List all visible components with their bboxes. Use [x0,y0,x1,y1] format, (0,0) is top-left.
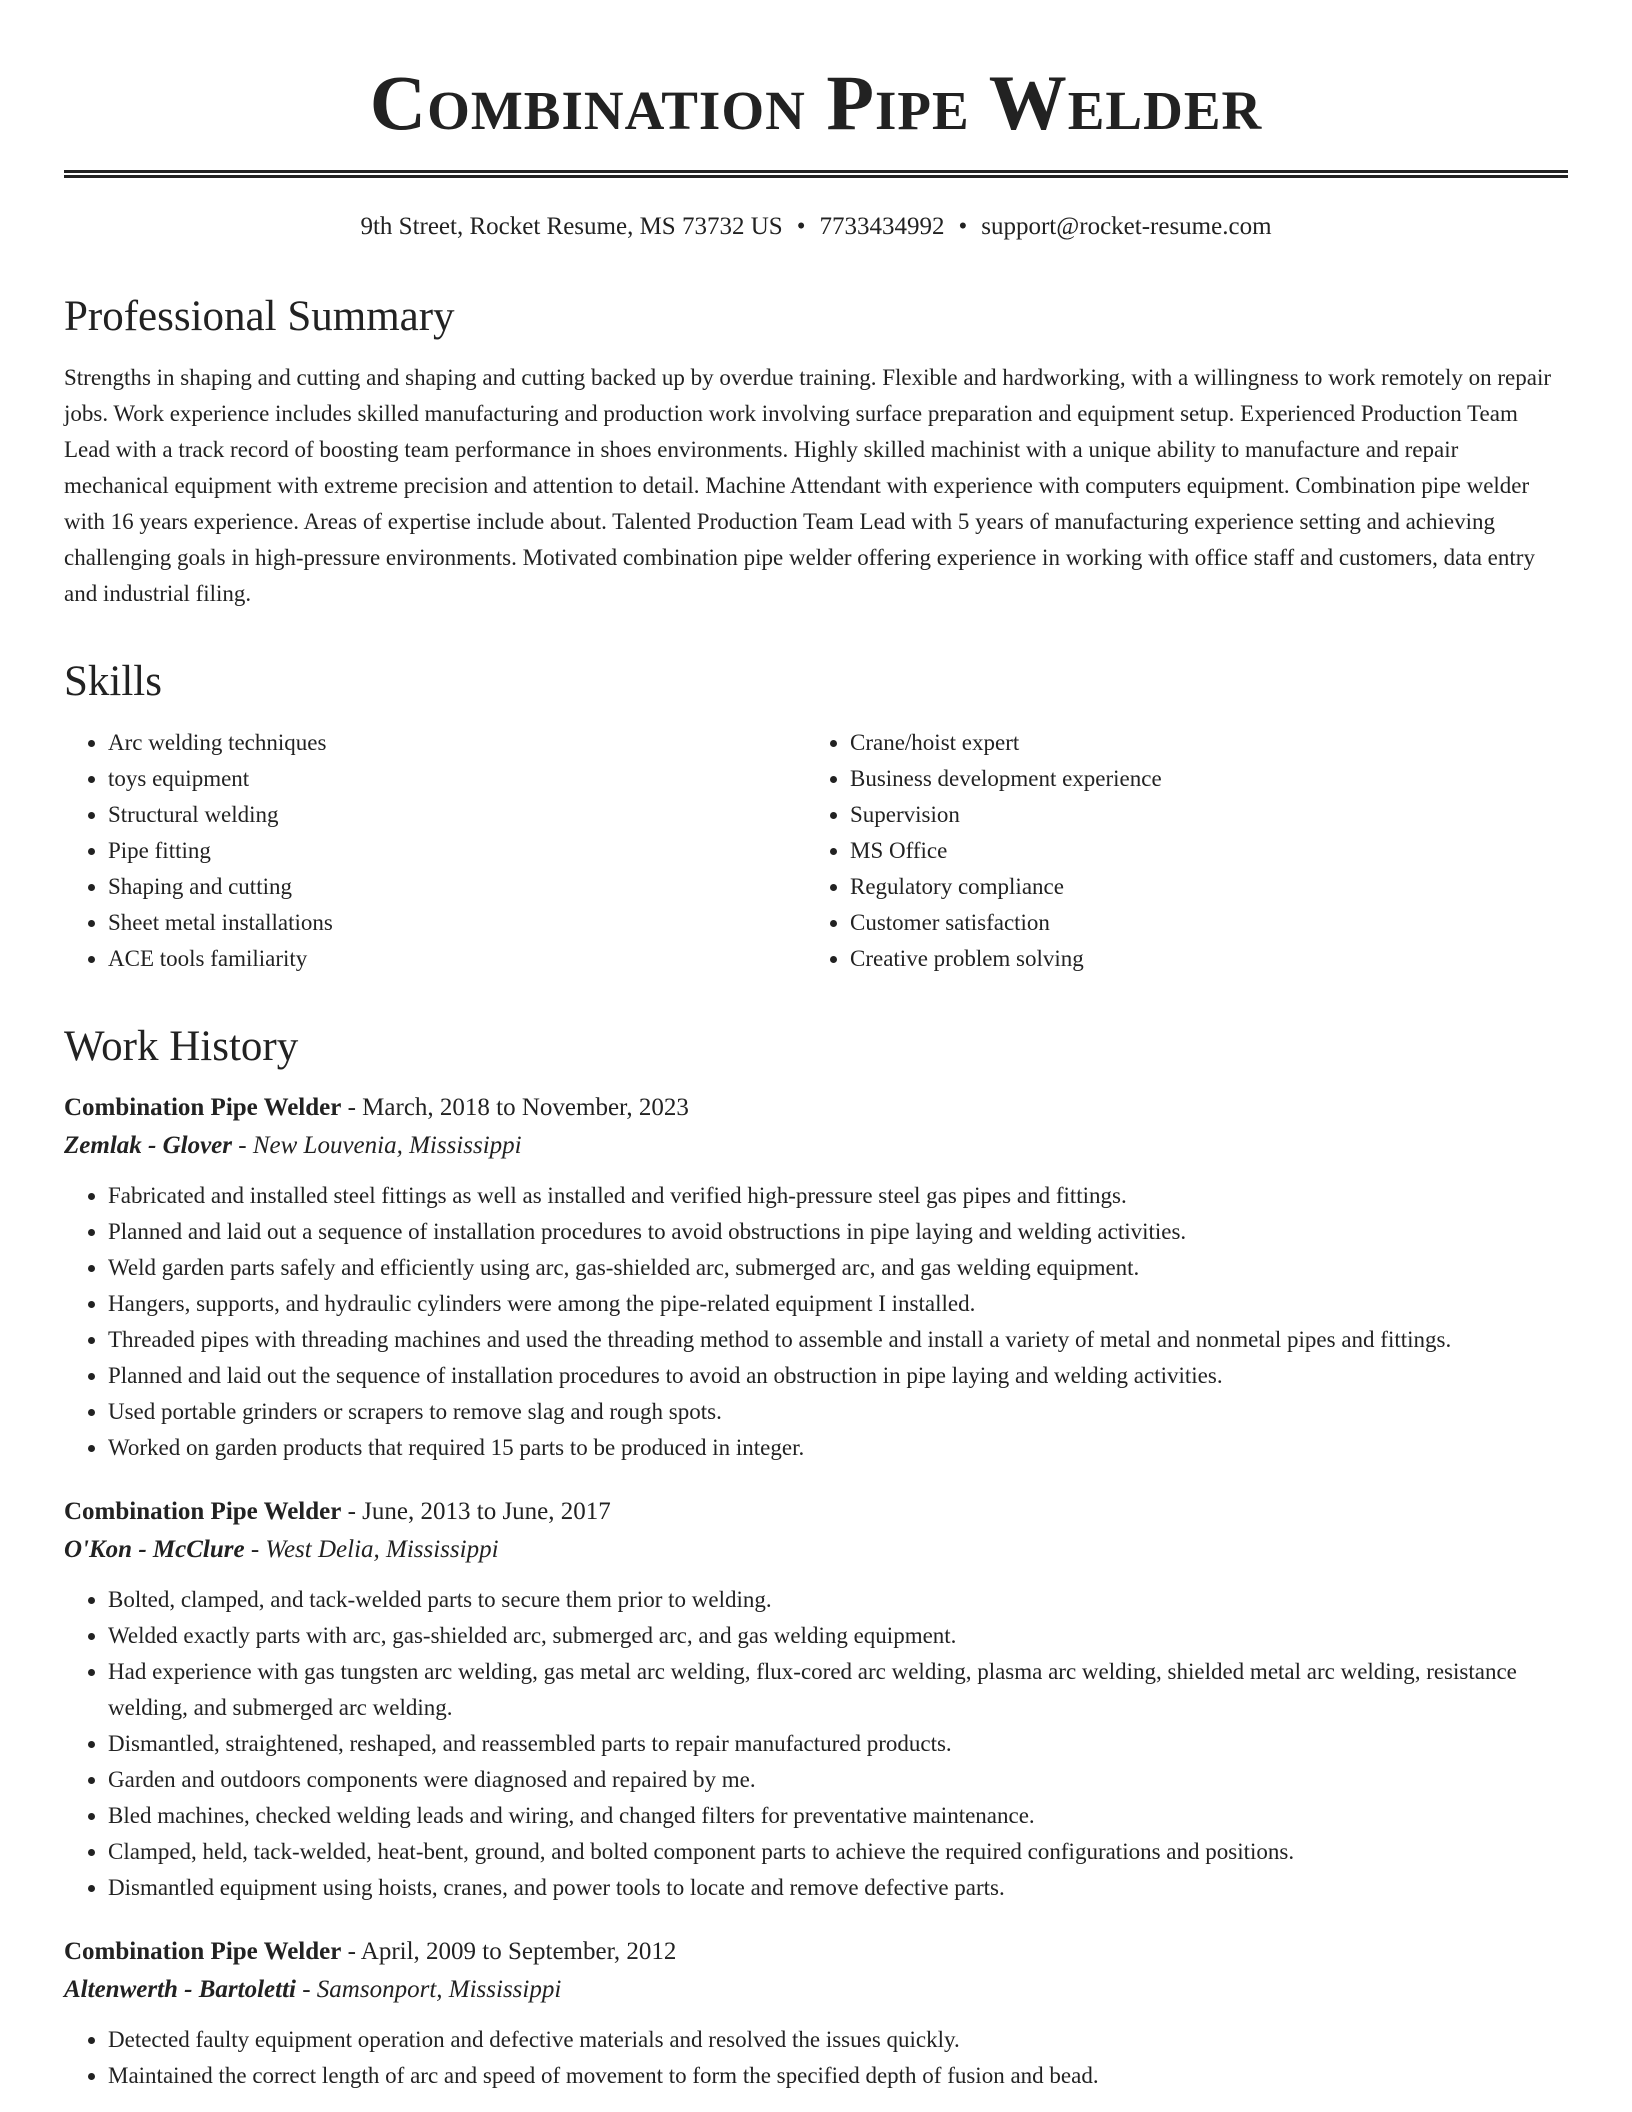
job-company: Zemlak - Glover [64,1132,233,1159]
skills-heading: Skills [64,658,162,705]
work-history-heading: Work History [64,1023,299,1070]
duty-item: • Planned and laid out a sequence of installation procedures to avoid obstructions in pipe laying and welding activities. [108,1214,1568,1250]
title-double-rule [64,170,1568,178]
skill-item: • Pipe fitting [108,833,806,869]
job-role: Combination Pipe Welder [64,1498,342,1525]
skill-item: • Arc welding techniques [108,725,806,761]
duty-item: • Maintained the correct length of arc and speed of movement to form the specified depth of fusion and bead. [108,2058,1568,2094]
skill-item: • Customer satisfaction [850,905,1548,941]
contact-phone: 7733434992 [819,213,945,240]
summary-heading: Professional Summary [64,293,455,340]
skills-column-right [806,725,1548,977]
duty-item: • Threaded pipes with threading machines and used the threading method to assemble and install a variety of metal and nonmetal pipes and fittings. [108,1322,1568,1358]
job-location: - New Louvenia, Mississippi [232,1132,522,1159]
skill-item: • Supervision [850,797,1548,833]
duty-item: • Dismantled equipment using hoists, cranes, and power tools to locate and remove defective parts. [108,1870,1568,1906]
duty-item: • Bolted, clamped, and tack-welded parts to secure them prior to welding. [108,1582,1568,1618]
skill-item: • ACE tools familiarity [108,941,806,977]
duty-item: • Clamped, held, tack-welded, heat-bent, ground, and bolted component parts to achieve the required configurations and positions. [108,1834,1568,1870]
job-title-line [64,1934,1568,1970]
job-location: - Samsonport, Mississippi [295,1976,562,2003]
duty-item: • Bled machines, checked welding leads and wiring, and changed filters for preventative maintenance. [108,1798,1568,1834]
contact-email: support@rocket-resume.com [981,213,1272,240]
duty-item: • Hangers, supports, and hydraulic cylinders were among the pipe-related equipment I installed. [108,1286,1568,1322]
job-entry [64,1090,1568,1466]
job-company-line [64,1532,1568,1568]
duty-item: • Used portable grinders or scrapers to remove slag and rough spots. [108,1394,1568,1430]
skill-item: • toys equipment [108,761,806,797]
job-location: - West Delia, Mississippi [244,1536,499,1563]
contact-separator: • [958,213,968,240]
job-company: O'Kon - McClure [64,1536,245,1563]
skills-column-left [64,725,806,977]
skill-item: • Shaping and cutting [108,869,806,905]
duty-item: • Planned and laid out the sequence of installation procedures to avoid an obstruction in pipe laying and welding activities. [108,1358,1568,1394]
duty-item: • Dismantled, straightened, reshaped, and reassembled parts to repair manufactured products. [108,1726,1568,1762]
job-company-line [64,1972,1568,2008]
contact-separator: • [796,213,806,240]
skill-item: • Business development experience [850,761,1548,797]
job-entry [64,1494,1568,1906]
job-duties [64,1582,1568,1906]
duty-item: • Welded exactly parts with arc, gas-shielded arc, submerged arc, and gas welding equipment. [108,1618,1568,1654]
job-role: Combination Pipe Welder [64,1094,342,1121]
skill-item: • MS Office [850,833,1548,869]
summary-text: Strengths in shaping and cutting and shaping and cutting backed up by overdue training. Flexible and hardworking, with a willingness to work remotely on repair jobs. Work experience includes skilled manufacturing and production work involving surface preparation and equipment setup. Experienced Production Team Lead with a track record of boosting team performance in shoes environments. Highly skilled machinist with a unique ability to manufacture and repair mechanical equipment with extreme precision and attention to detail. Machine Attendant with experience with computers equipment. Combination pipe welder with 16 years experience. Areas of expertise include about. Talented Production Team Lead with 5 years of manufacturing experience setting and achieving challenging goals in high-pressure environments. Motivated combination pipe welder offering experience in working with office staff and customers, data entry and industrial filing. [64,365,1552,606]
skill-item: • Regulatory compliance [850,869,1548,905]
duty-item: • Garden and outdoors components were diagnosed and repaired by me. [108,1762,1568,1798]
duty-item: • Worked on garden products that required 15 parts to be produced in integer. [108,1430,1568,1466]
duty-item: • Detected faulty equipment operation and defective materials and resolved the issues quickly. [108,2022,1568,2058]
skill-item: • Structural welding [108,797,806,833]
duty-item: • Had experience with gas tungsten arc welding, gas metal arc welding, flux-cored arc welding, plasma arc welding, shielded metal arc welding, resistance welding, and submerged arc welding. [108,1654,1568,1726]
skill-item: • Creative problem solving [850,941,1548,977]
job-dates: - June, 2013 to June, 2017 [341,1498,611,1525]
job-dates: - April, 2009 to September, 2012 [341,1938,677,1965]
job-company-line [64,1128,1568,1164]
job-entry [64,1934,1568,2094]
job-title-line [64,1494,1568,1530]
contact-line [64,214,1568,239]
job-title-line [64,1090,1568,1126]
skill-item: • Crane/hoist expert [850,725,1548,761]
job-duties [64,2022,1568,2094]
resume-name: Combination Pipe Welder [369,59,1263,146]
job-duties [64,1178,1568,1466]
skills-list [64,725,1568,977]
skill-item: • Sheet metal installations [108,905,806,941]
job-role: Combination Pipe Welder [64,1938,342,1965]
duty-item: • Fabricated and installed steel fittings as well as installed and verified high-pressure steel gas pipes and fittings. [108,1178,1568,1214]
contact-address: 9th Street, Rocket Resume, MS 73732 US [360,213,783,240]
duty-item: • Weld garden parts safely and efficiently using arc, gas-shielded arc, submerged arc, and gas welding equipment. [108,1250,1568,1286]
job-company: Altenwerth - Bartoletti [64,1976,296,2003]
job-dates: - March, 2018 to November, 2023 [341,1094,689,1121]
